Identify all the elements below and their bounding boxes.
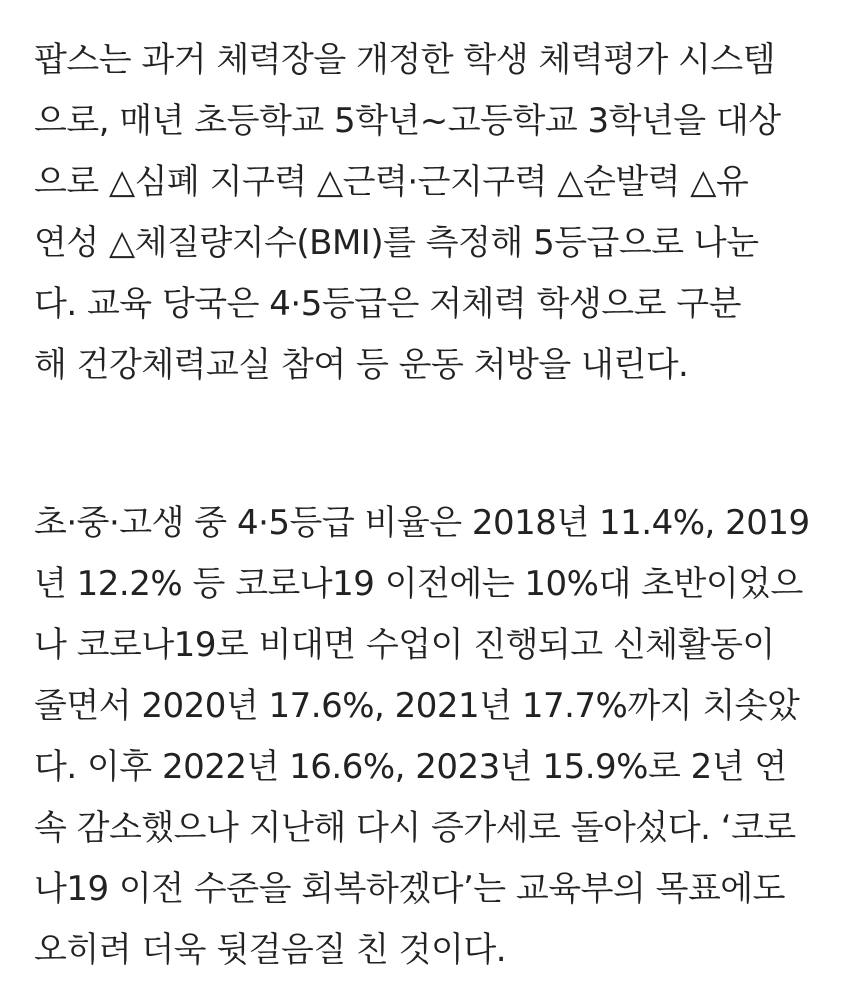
text-line: 나19 이전 수준을 회복하겠다’는 교육부의 목표에도 (34, 869, 785, 909)
text-line: 으로, 매년 초등학교 5학년~고등학교 3학년을 대상 (34, 101, 781, 141)
text-line: 다. 이후 2022년 16.6%, 2023년 15.9%로 2년 연 (34, 747, 787, 787)
text-line: 해 건강체력교실 참여 등 운동 처방을 내린다. (34, 345, 689, 385)
text-line: 다. 교육 당국은 4·5등급은 저체력 학생으로 구분 (34, 284, 741, 324)
text-line: 연성 △체질량지수(BMI)를 측정해 5등급으로 나눈 (34, 223, 759, 263)
article-body (34, 30, 834, 981)
text-line: 오히려 더욱 뒷걸음질 친 것이다. (34, 930, 507, 970)
text-line: 초·중·고생 중 4·5등급 비율은 2018년 11.4%, 2019 (34, 503, 810, 543)
text-line: 팝스는 과거 체력장을 개정한 학생 체력평가 시스템 (34, 40, 776, 80)
text-line: 으로 △심폐 지구력 △근력·근지구력 △순발력 △유 (34, 162, 749, 202)
text-line: 줄면서 2020년 17.6%, 2021년 17.7%까지 치솟았 (34, 686, 800, 726)
text-line: 나 코로나19로 비대면 수업이 진행되고 신체활동이 (34, 625, 775, 665)
paragraph-paps-description (34, 30, 834, 396)
paragraph-grade-ratio-trend (34, 493, 834, 981)
paragraph-gap (34, 396, 834, 493)
text-line: 속 감소했으나 지난해 다시 증가세로 돌아섰다. ‘코로 (34, 808, 796, 848)
text-line: 년 12.2% 등 코로나19 이전에는 10%대 초반이었으 (34, 564, 803, 604)
